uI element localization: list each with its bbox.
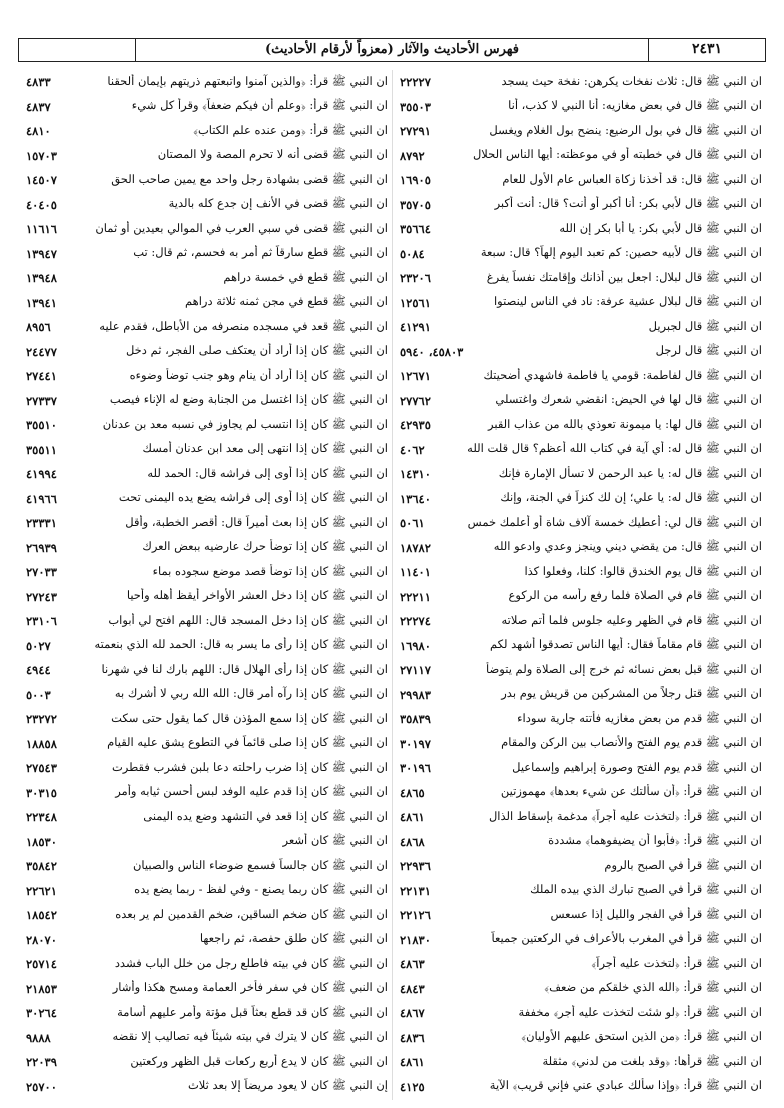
hadith-text: ان النبي ﷺ كان إذا رأى ما يسر به قال: الحمد لله الذي بنعمته [94, 637, 388, 652]
hadith-text: ان النبي ﷺ قبل بعض نسائه ثم خرج إلى الصلاة ولم يتوضأ [486, 661, 762, 676]
hadith-number: ٤٢٩٣٥ [400, 418, 431, 433]
hadith-number: ١١٦١٦ [26, 222, 57, 237]
hadith-text: ان النبي ﷺ كان إذا قعد في التشهد وضع يده اليمنى [143, 808, 388, 823]
hadith-text: ان النبي ﷺ قال في خطبته أو في موعظته: أيها الناس الحلال [472, 147, 762, 162]
page-number: ٢٤٣١ [691, 41, 723, 57]
hadith-text: ان النبي ﷺ قرأ: ﴿لو شئت لتخذت عليه أجر﴾ مخففة [518, 1004, 762, 1019]
hadith-text: ان النبي ﷺ كان في سفر فأخر العمامة ومسح هكذا وأشار [112, 980, 388, 995]
hadith-number: ٢٦٩٣٩ [26, 540, 57, 555]
hadith-number: ٢٢٩٣٦ [400, 859, 431, 874]
hadith-number: ٤٨٣٣ [26, 75, 51, 90]
hadith-text: ان النبي ﷺ قطع في خمسة دراهم [223, 269, 388, 284]
hadith-text: ان النبي ﷺ كان إذا أراد أن يعتكف صلى الفجر، ثم دخل [125, 343, 388, 358]
index-entry [392, 658, 766, 683]
hadith-text: ان النبي ﷺ قدم يوم الفتح وصورة إبراهيم وإسماعيل [512, 759, 762, 774]
hadith-text: ان النبي ﷺ كان إذا سمع المؤذن قال كما يقول حتى سكت [111, 710, 388, 725]
index-entry [392, 1026, 766, 1051]
hadith-number: ٤٨٦١ [400, 810, 425, 825]
hadith-number: ٢٧٤٤١ [26, 369, 57, 384]
index-columns [18, 70, 766, 1100]
hadith-number: ٢٨٠٧٠ [26, 932, 57, 947]
hadith-text: ان النبي ﷺ قرأ في المغرب بالأعراف في الركعتين جميعاً [491, 931, 762, 946]
hadith-text: ان النبي ﷺ قطع في مجن ثمنه ثلاثة دراهم [185, 294, 388, 309]
index-entry [18, 536, 392, 561]
hadith-number: ١٦٩٠٥ [400, 173, 431, 188]
hadith-text: ان النبي ﷺ قام مقاماً فقال: أيها الناس تصدقوا أشهد لكم [489, 637, 762, 652]
hadith-number: ١٨٧٨٢ [400, 540, 431, 555]
index-entry [392, 217, 766, 242]
index-entry [18, 928, 392, 953]
hadith-text: ان النبي ﷺ قرأ: ﴿وإذا سألك عبادي عني فإني قريب﴾ الآية [489, 1078, 762, 1093]
hadith-text: ان النبي ﷺ كان إذا دخل المسجد قال: اللهم افتح لي أبواب [108, 612, 388, 627]
index-entry [392, 291, 766, 316]
hadith-text: ان النبي ﷺ كان لا يدع أربع ركعات قبل الظهر وركعتين [130, 1053, 388, 1068]
page-title: فهرس الأحاديث والآثار (معزواً لأرقام الأحاديث) [136, 39, 649, 61]
hadith-number: ٣٥٥١١ [26, 442, 57, 457]
index-entry [392, 413, 766, 438]
hadith-text: ان النبي ﷺ قرأ: ﴿والذين آمنوا واتبعتهم ذريتهم بإيمان ألحقنا [107, 73, 388, 88]
index-entry [392, 315, 766, 340]
hadith-number: ٤٩٤٤ [26, 663, 51, 678]
index-entry [392, 438, 766, 463]
index-entry [392, 95, 766, 120]
hadith-number: ٣٠١٩٧ [400, 736, 431, 751]
hadith-number: ٣٥٦٦٤ [400, 222, 431, 237]
hadith-number: ٢٩٩٨٣ [400, 687, 431, 702]
index-entry [18, 707, 392, 732]
hadith-number: ١٢٥٦١ [400, 295, 431, 310]
index-entry [392, 242, 766, 267]
hadith-number: ٣٠١٩٦ [400, 761, 431, 776]
hadith-text: ان النبي ﷺ قال لي: أعطيك خمسة آلاف شاة أو أعلمك خمس [467, 514, 762, 529]
hadith-text: ان النبي ﷺ كان إذا رآه أمر قال: الله الله ربي لا أشرك به [114, 686, 388, 701]
hadith-number: ٤٨٦٣ [400, 957, 425, 972]
hadith-text: ان النبي ﷺ كان إذا بعث أميراً قال: أقصر الخطبة، وأقل [125, 514, 388, 529]
index-entry [18, 1050, 392, 1075]
hadith-text: ان النبي ﷺ كان إذا دخل العشر الأواخر أيقظ أهله وأحيا [126, 588, 388, 603]
index-entry [18, 634, 392, 659]
index-entry [392, 462, 766, 487]
hadith-number: ٤٥٨٠٣، ٥٩٤٠ [400, 344, 464, 359]
index-entry [18, 144, 392, 169]
index-entry [392, 805, 766, 830]
index-entry [392, 756, 766, 781]
index-entry [392, 732, 766, 757]
hadith-text: ان النبي ﷺ قال يوم الخندق قالوا: كلنا، وفعلوا كذا [524, 563, 762, 578]
hadith-text: ان النبي ﷺ قال لفاطمة: قومي يا فاطمة فاشهدي أضحيتك [483, 367, 762, 382]
hadith-text: ان النبي ﷺ قال: من يقضي ديني وينجز وعدي وادعو الله [493, 539, 762, 554]
hadith-text: ان النبي ﷺ كان ربما يصنع - وفي لفظ - ربما يضع يده [134, 882, 388, 897]
hadith-text: ان النبي ﷺ قدم يوم الفتح والأنصاب بين الركن والمقام [501, 735, 762, 750]
hadith-text: ان النبي ﷺ قال: قد أخذنا زكاة العباس عام الأول للعام [502, 171, 762, 186]
hadith-number: ٤٨٦١ [400, 1055, 425, 1070]
index-entry [392, 879, 766, 904]
hadith-text: ان النبي ﷺ قضى بشهادة رجل واحد مع يمين صاحب الحق [111, 171, 388, 186]
hadith-text: ان النبي ﷺ كان في بيته فاطلع رجل من خلل الباب فشدد [114, 955, 388, 970]
hadith-number: ٢٥٧١٤ [26, 957, 57, 972]
index-entry [18, 168, 392, 193]
index-entry [18, 119, 392, 144]
hadith-number: ١٣٦٤٠ [400, 491, 431, 506]
hadith-text: ان النبي ﷺ قرأ: ﴿أن سألتك عن شيء بعدها﴾ مهموزتين [500, 784, 762, 799]
hadith-text: ان النبي ﷺ قتل رجلاً من المشركين من قريش يوم بدر [501, 686, 762, 701]
hadith-text: ان النبي ﷺ قال لبلال عشية عرفة: ناد في الناس لينصتوا [493, 294, 762, 309]
hadith-text: ان النبي ﷺ كان إذا قدم عليه الوفد لبس أحسن ثيابه وأمر [115, 784, 388, 799]
hadith-number: ٨٩٥٦ [26, 320, 51, 335]
hadith-number: ٢٢٢٢٧ [400, 75, 431, 90]
hadith-text: ان النبي ﷺ قال له: يا علي؛ إن لك كنزاً في الجنة، وإنك [500, 490, 762, 505]
index-entry [392, 830, 766, 855]
index-entry [18, 879, 392, 904]
hadith-text: ان النبي ﷺ قرأ في الفجر والليل إذا عسعس [550, 906, 762, 921]
hadith-text: ان النبي ﷺ قطع سارقاً ثم أمر به فحسم، ثم قال: تب [133, 245, 388, 260]
hadith-text: ان النبي ﷺ كان إذا انتسب لم يجاوز في نسبه معد بن عدنان [102, 416, 388, 431]
index-entry [18, 266, 392, 291]
hadith-number: ٤١٢٥ [400, 1079, 425, 1094]
hadith-text: إن النبي ﷺ كان لا يعود مريضاً إلا بعد ثلاث [187, 1078, 388, 1093]
index-entry [18, 389, 392, 414]
hadith-text: ان النبي ﷺ كان إذا أوى إلى فراشه يضع يده اليمنى تحت [118, 490, 388, 505]
index-entry [392, 536, 766, 561]
index-entry [18, 413, 392, 438]
index-entry [392, 144, 766, 169]
hadith-number: ٤٨٦٨ [400, 834, 425, 849]
hadith-text: ان النبي ﷺ قال في بعض مغازيه: أنا النبي لا كذب، أنا [508, 98, 762, 113]
hadith-number: ٢٧٧٦٢ [400, 393, 431, 408]
hadith-text: ان النبي ﷺ قرأ: ﴿الله الذي خلقكم من ضعف﴾ [544, 980, 762, 995]
hadith-text: ان النبي ﷺ كان إذا صلى قائماً في التطوع يشق عليه القيام [107, 735, 388, 750]
hadith-number: ١٦٩٨٠ [400, 638, 431, 653]
index-entry [392, 854, 766, 879]
hadith-number: ٢٥٧٠٠ [26, 1079, 57, 1094]
index-entry [18, 781, 392, 806]
hadith-text: ان النبي ﷺ كان جالساً فسمع ضوضاء الناس والصبيان [132, 857, 388, 872]
index-entry [392, 119, 766, 144]
hadith-text: ان النبي ﷺ قرأ: ﴿وعلم أن فيكم ضعفاً﴾ وقرأ كل شيء [131, 98, 388, 113]
hadith-text: ان النبي ﷺ قضى في سبي العرب في الموالي بعيدين أو ثمان [95, 220, 388, 235]
hadith-text: ان النبي ﷺ قال له: يا عبد الرحمن لا تسأل الإمارة فإنك [498, 465, 762, 480]
hadith-text: ان النبي ﷺ كان ضخم الساقين، ضخم القدمين لم ير بعده [115, 906, 388, 921]
index-entry [18, 952, 392, 977]
hadith-text: ان النبي ﷺ كان إذا توضأ حرك عارضيه ببعض العرك [142, 539, 388, 554]
index-entry [18, 291, 392, 316]
index-entry [18, 487, 392, 512]
hadith-text: ان النبي ﷺ كان إذا اغتسل من الجنابة وضع له الإناء فيصب [109, 392, 388, 407]
index-entry [392, 977, 766, 1002]
hadith-number: ١٥٧٠٣ [26, 148, 57, 163]
index-entry [18, 805, 392, 830]
hadith-text: ان النبي ﷺ قال لرجل [655, 343, 762, 358]
index-entry [392, 707, 766, 732]
index-entry [392, 609, 766, 634]
hadith-number: ٩٨٨٨ [26, 1030, 51, 1045]
index-entry [392, 928, 766, 953]
hadith-text: ان النبي ﷺ قال: ثلاث نفخات يكرهن: نفخة حيث يسجد [501, 73, 762, 88]
hadith-text: ان النبي ﷺ قرأ: ﴿فأبوا أن يضيفوهما﴾ مشددة [548, 833, 762, 848]
hadith-number: ٣٥٥٠٣ [400, 99, 431, 114]
hadith-number: ١٨٥٣٠ [26, 834, 57, 849]
hadith-text: ان النبي ﷺ قال له: أي آية في كتاب الله أعظم؟ قال قلت الله [467, 441, 762, 456]
index-entry [18, 854, 392, 879]
hadith-number: ٣٠٢٦٤ [26, 1006, 57, 1021]
index-entry [18, 977, 392, 1002]
hadith-number: ١٤٣١٠ [400, 467, 431, 482]
index-entry [18, 585, 392, 610]
hadith-number: ١٨٨٥٨ [26, 736, 57, 751]
hadith-number: ٤٨٦٥ [400, 785, 425, 800]
right-column [392, 70, 766, 1100]
hadith-number: ٣٠٣١٥ [26, 785, 57, 800]
hadith-text: ان النبي ﷺ كان إذا أوى إلى فراشه قال: الحمد لله [147, 465, 388, 480]
index-entry [392, 560, 766, 585]
index-entry [18, 70, 392, 95]
hadith-number: ١٤٥٠٧ [26, 173, 57, 188]
hadith-number: ٤٨٦٧ [400, 1006, 425, 1021]
index-entry [18, 242, 392, 267]
index-entry [392, 266, 766, 291]
hadith-text: ان النبي ﷺ كان لا يترك في بيته شيئاً فيه تصاليب إلا نقضه [112, 1029, 388, 1044]
hadith-number: ٤٠٦٢ [400, 442, 425, 457]
hadith-text: ان النبي ﷺ قام في الصلاة فلما رفع رأسه من الركوع [508, 588, 762, 603]
hadith-text: ان النبي ﷺ قال لها في الحيض: انقضي شعرك واغتسلي [495, 392, 762, 407]
hadith-text: ان النبي ﷺ قال لبلال: اجعل بين أذانك وإقامتك نفساً يفرغ [486, 269, 762, 284]
hadith-number: ٢٧٣٣٧ [26, 393, 57, 408]
hadith-number: ٢١٨٥٣ [26, 981, 57, 996]
hadith-text: ان النبي ﷺ كان أشعر [282, 833, 388, 848]
hadith-number: ١٣٩٤١ [26, 295, 57, 310]
hadith-number: ٢٧١١٧ [400, 663, 431, 678]
hadith-text: ان النبي ﷺ كان إذا رأى الهلال قال: اللهم بارك لنا في شهرنا [101, 661, 388, 676]
hadith-number: ٢٧٢٤٣ [26, 589, 57, 604]
index-entry [18, 1075, 392, 1100]
index-entry [18, 315, 392, 340]
index-entry [18, 560, 392, 585]
index-entry [18, 193, 392, 218]
hadith-number: ٤٠٤٠٥ [26, 197, 57, 212]
index-entry [392, 683, 766, 708]
hadith-number: ٢٢٢٧٤ [400, 614, 431, 629]
hadith-text: ان النبي ﷺ قال لجبريل [648, 318, 762, 333]
hadith-number: ٨٧٩٢ [400, 148, 425, 163]
hadith-number: ٥٠٨٤ [400, 246, 425, 261]
hadith-number: ٢٧٥٤٣ [26, 761, 57, 776]
hadith-text: ان النبي ﷺ قال لأبي بكر: أنا أكبر أو أنت؟ قال: أنت أكبر [494, 196, 762, 211]
index-entry [18, 438, 392, 463]
index-entry [18, 511, 392, 536]
hadith-number: ٤٨٣٧ [26, 99, 51, 114]
hadith-text: ان النبي ﷺ قضى في الأنف إن جدع كله بالدية [168, 196, 388, 211]
index-entry [392, 511, 766, 536]
hadith-number: ٥٠٢٧ [26, 638, 51, 653]
hadith-number: ٣٥٨٣٩ [400, 712, 431, 727]
index-entry [392, 340, 766, 365]
index-entry [18, 340, 392, 365]
hadith-number: ٢٢٢١١ [400, 589, 431, 604]
hadith-number: ٢٧٢٩١ [400, 124, 431, 139]
hadith-text: ان النبي ﷺ قرأ: ﴿لتخذت عليه أجراً﴾ مدغمة بإسقاط الذال [488, 808, 762, 823]
index-entry [18, 609, 392, 634]
hadith-text: ان النبي ﷺ قام في الظهر وعليه جلوس فلما أتم صلاته [501, 612, 762, 627]
index-entry [392, 1001, 766, 1026]
hadith-number: ٤٨٣٦ [400, 1030, 425, 1045]
index-entry [392, 168, 766, 193]
index-entry [18, 1001, 392, 1026]
hadith-number: ٢٣١٠٦ [26, 614, 57, 629]
hadith-text: ان النبي ﷺ قرأ: ﴿من الذين استحق عليهم الأوليان﴾ [521, 1029, 762, 1044]
index-entry [18, 462, 392, 487]
hadith-number: ٤١٩٩٤ [26, 467, 57, 482]
index-entry [392, 585, 766, 610]
hadith-text: ان النبي ﷺ كان إذا انتهى إلى معد ابن عدنان أمسك [142, 441, 388, 456]
hadith-text: ان النبي ﷺ قرأ في الصبح تبارك الذي بيده الملك [530, 882, 762, 897]
hadith-text: ان النبي ﷺ قضى أنه لا تحرم المصة ولا المصتان [157, 147, 388, 162]
hadith-number: ٤١٢٩١ [400, 320, 431, 335]
index-entry [392, 634, 766, 659]
index-entry [18, 683, 392, 708]
index-entry [18, 830, 392, 855]
index-entry [18, 95, 392, 120]
hadith-number: ١٣٩٤٨ [26, 271, 57, 286]
hadith-text: ان النبي ﷺ كان قد قطع بعثاً قبل مؤتة وأمر عليهم أسامة [117, 1004, 388, 1019]
hadith-text: ان النبي ﷺ قال لأبيه حصين: كم تعبد اليوم إلهاً؟ قال: سبعة [480, 245, 762, 260]
hadith-text: ان النبي ﷺ قرأ: ﴿ومن عنده علم الكتاب﴾ [193, 122, 388, 137]
hadith-number: ٢٧٠٣٣ [26, 565, 57, 580]
index-entry [18, 732, 392, 757]
hadith-text: ان النبي ﷺ قال في بول الرضيع: ينضح بول الغلام ويغسل [489, 122, 762, 137]
hadith-number: ٢٢٠٣٩ [26, 1055, 57, 1070]
index-entry [18, 658, 392, 683]
hadith-number: ٤٨١٠ [26, 124, 51, 139]
index-entry [392, 389, 766, 414]
hadith-text: ان النبي ﷺ قرأ في الصبح بالروم [604, 857, 762, 872]
index-entry [18, 903, 392, 928]
hadith-number: ٣٥٨٤٢ [26, 859, 57, 874]
index-entry [392, 952, 766, 977]
index-entry [392, 781, 766, 806]
index-entry [18, 217, 392, 242]
hadith-text: ان النبي ﷺ كان إذا ضرب راحلته دعا بلبن فشرب فقطرت [111, 759, 388, 774]
hadith-text: ان النبي ﷺ كان طلق حفصة، ثم راجعها [199, 931, 388, 946]
hadith-number: ٤٨٤٣ [400, 981, 425, 996]
hadith-number: ٣٥٧٠٥ [400, 197, 431, 212]
hadith-number: ٢٢٣٤٨ [26, 810, 57, 825]
hadith-number: ٢٢١٢٦ [400, 908, 431, 923]
index-entry [392, 364, 766, 389]
index-entry [18, 756, 392, 781]
hadith-number: ١٨٥٤٢ [26, 908, 57, 923]
index-entry [18, 1026, 392, 1051]
header-empty-cell [19, 39, 136, 61]
left-column [18, 70, 392, 1100]
hadith-number: ٣٥٥١٠ [26, 418, 57, 433]
hadith-number: ٥٠٦١ [400, 516, 425, 531]
index-entry [392, 487, 766, 512]
hadith-number: ٢٣٢٠٦ [400, 271, 431, 286]
hadith-text: ان النبي ﷺ كان إذا أراد أن ينام وهو جنب توضأ وضوءه [129, 367, 388, 382]
hadith-text: ان النبي ﷺ كان إذا توضأ قصد موضع سجوده بماء [152, 563, 388, 578]
page-header [18, 38, 766, 62]
index-entry [392, 70, 766, 95]
hadith-number: ٢٣٢٧٢ [26, 712, 57, 727]
index-entry [392, 193, 766, 218]
hadith-text: ان النبي ﷺ قال لها: يا ميمونة تعوذي بالله من عذاب القبر [488, 416, 762, 431]
hadith-text: ان النبي ﷺ قدم من بعض مغازيه فأتته جارية سوداء [517, 710, 762, 725]
hadith-text: ان النبي ﷺ قرأ: ﴿لتخذت عليه أجراً﴾ [591, 955, 762, 970]
index-entry [392, 1075, 766, 1100]
hadith-number: ١٣٩٤٧ [26, 246, 57, 261]
hadith-number: ٢٤٤٧٧ [26, 344, 57, 359]
hadith-number: ٢٢١٣١ [400, 883, 431, 898]
hadith-number: ١١٤٠١ [400, 565, 431, 580]
index-entry [392, 903, 766, 928]
hadith-text: ان النبي ﷺ قعد في مسجده منصرفه من الأباطل، فقدم عليه [99, 318, 388, 333]
hadith-text: ان النبي ﷺ قال لأبي بكر: يا أبا بكر إن الله [559, 220, 762, 235]
hadith-number: ٥٠٠٣ [26, 687, 51, 702]
hadith-number: ١٢٦٧١ [400, 369, 431, 384]
index-entry [392, 1050, 766, 1075]
hadith-number: ٤١٩٦٦ [26, 491, 57, 506]
index-entry [18, 364, 392, 389]
hadith-number: ٢٢٦٢١ [26, 883, 57, 898]
hadith-text: ان النبي ﷺ قرأها: ﴿وقد بلغت من لدني﴾ مثقلة [542, 1053, 762, 1068]
hadith-number: ٢٣٣٣١ [26, 516, 57, 531]
hadith-number: ٢١٨٣٠ [400, 932, 431, 947]
